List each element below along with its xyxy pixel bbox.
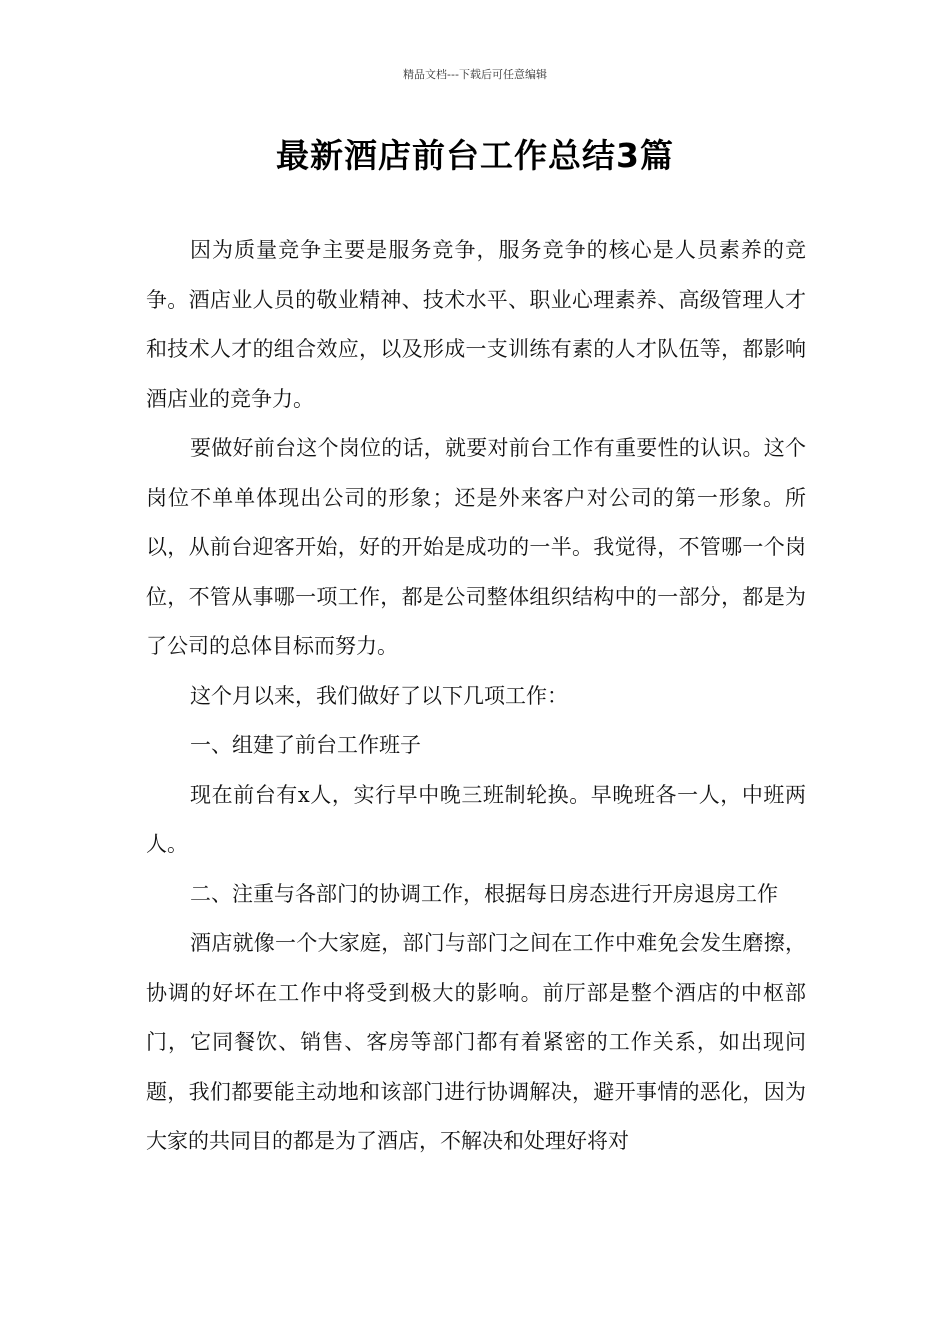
paragraph: 现在前台有x人，实行早中晚三班制轮换。早晚班各一人，中班两人。 xyxy=(146,782,806,856)
document-title: 最新酒店前台工作总结3篇 xyxy=(276,136,674,175)
paragraph: 这个月以来，我们做好了以下几项工作： xyxy=(190,683,568,708)
section-heading: 二、注重与各部门的协调工作，根据每日房态进行开房退房工作 xyxy=(190,881,778,906)
section-heading: 一、组建了前台工作班子 xyxy=(190,733,421,757)
header-note: 精品文档---下载后可任意编辑 xyxy=(403,68,547,81)
paragraph: 要做好前台这个岗位的话，就要对前台工作有重要性的认识。这个岗位不单单体现出公司的形象；还是外来客户对公司的第一形象。所以，从前台迎客开始，好的开始是成功的一半。我觉得，不管哪一个岗位，不管从事哪一项工作，都是公司整体组织结构中的一部分，都是为了公司的总体目标而努力。 xyxy=(146,436,806,658)
document-body xyxy=(146,226,806,1167)
paragraph: 因为质量竞争主要是服务竞争，服务竞争的核心是人员素养的竞争。酒店业人员的敬业精神、技术水平、职业心理素养、高级管理人才和技术人才的组合效应，以及形成一支训练有素的人才队伍等，都影响酒店业的竞争力。 xyxy=(146,238,806,411)
paragraph: 酒店就像一个大家庭，部门与部门之间在工作中难免会发生磨擦，协调的好坏在工作中将受到极大的影响。前厅部是整个酒店的中枢部门，它同餐饮、销售、客房等部门都有着紧密的工作关系，如出现问题，我们都要能主动地和该部门进行协调解决，避开事情的恶化，因为大家的共同目的都是为了酒店，不解决和处理好将对 xyxy=(146,931,806,1153)
